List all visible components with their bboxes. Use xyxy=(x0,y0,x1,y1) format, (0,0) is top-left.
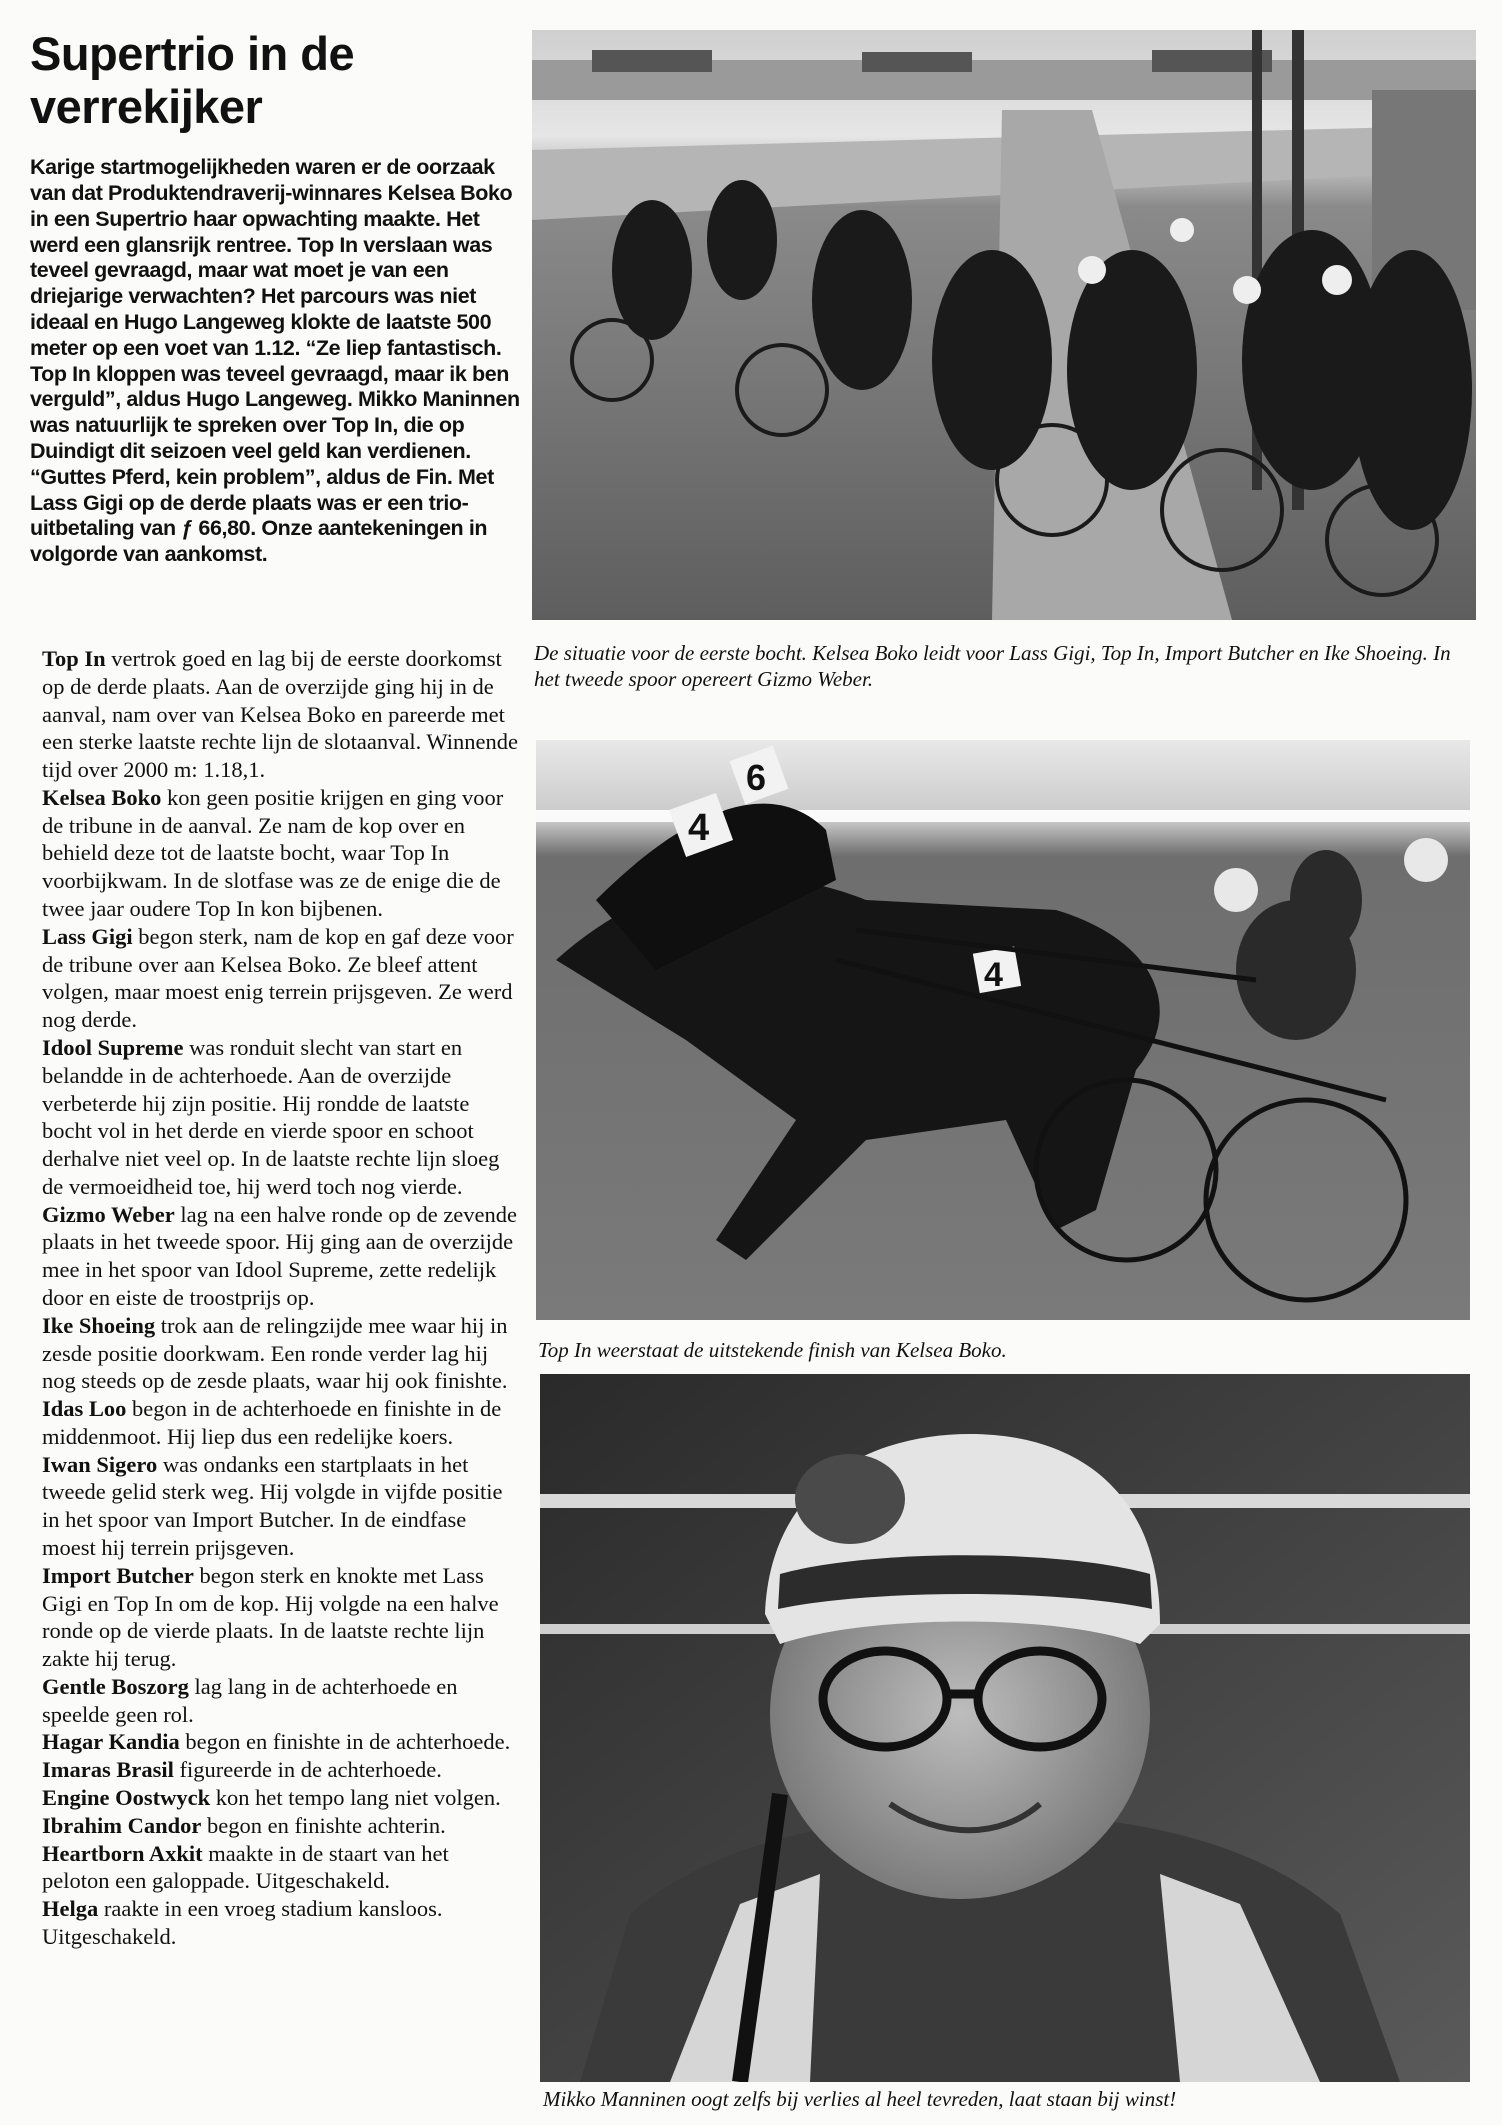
horse-name: Hagar Kandia xyxy=(42,1729,180,1755)
horse-description: kon het tempo lang niet volgen. xyxy=(210,1785,501,1811)
horse-entry xyxy=(42,1756,520,1784)
horse-entry xyxy=(42,1895,520,1951)
horse-description: begon sterk en knokte met Lass Gigi en Top In om de kop. Hij volgde na een halve ronde op de vierde plaats. In de laatste rechte lijn zakte hij terug. xyxy=(42,1562,499,1672)
portrait-photo-image xyxy=(540,1374,1470,2082)
horse-entry xyxy=(42,923,520,1034)
horse-entry xyxy=(42,1728,520,1756)
saddle-number-3: 4 xyxy=(984,956,1003,994)
portrait-photo xyxy=(540,1374,1470,2082)
portrait-photo-caption: Mikko Manninen oogt zelfs bij verlies al heel tevreden, laat staan bij winst! xyxy=(543,2087,1177,2111)
horse-name: Gentle Boszorg xyxy=(42,1673,189,1699)
horse-description: lag lang in de achterhoede en speelde geen rol. xyxy=(42,1673,458,1727)
article-title: Supertrio in de verrekijker xyxy=(30,27,355,133)
horse-name: Idool Supreme xyxy=(42,1034,184,1060)
horse-description: lag na een halve ronde op de zevende plaats in het tweede spoor. Hij ging aan de overzijde mee in het spoor van Idool Supreme, zette redelijk door en eiste de troostprijs op. xyxy=(42,1201,518,1310)
horse-name: Kelsea Boko xyxy=(42,784,162,810)
horse-recap-list xyxy=(42,645,520,1951)
horse-name: Top In xyxy=(42,646,106,671)
horse-entry xyxy=(42,1673,520,1729)
horse-name: Imaras Brasil xyxy=(42,1757,174,1783)
horse-description: was ronduit slecht van start en belandde in de achterhoede. Aan de overzijde verbeterde hij zijn positie. Hij rondde de laatste bocht vol in het derde en vierde spoor en schoot derhalve niet veel op. In de laatste rechte lijn sloeg de vermoeidheid toe, hij werd toch nog vierde. xyxy=(42,1034,500,1199)
horse-name: Ike Shoeing xyxy=(42,1312,156,1338)
horse-entry xyxy=(42,784,520,923)
finish-photo-caption: Top In weerstaat de uitstekende finish van Kelsea Boko. xyxy=(538,1338,1007,1362)
horse-entry xyxy=(42,1451,520,1562)
horse-name: Ibrahim Candor xyxy=(42,1812,202,1838)
horse-entry xyxy=(42,1840,520,1896)
horse-name: Iwan Sigero xyxy=(42,1451,158,1477)
horse-entry xyxy=(42,1312,520,1395)
horse-name: Lass Gigi xyxy=(42,923,133,949)
saddle-number-2: 6 xyxy=(746,757,767,798)
horse-entry xyxy=(42,1812,520,1840)
horse-description: kon geen positie krijgen en ging voor de tribune in de aanval. Ze nam de kop over en behield deze tot de laatste bocht, waar Top In voorbijkwam. In de slotfase was ze de enige die de twee jaar oudere Top In kon bijbenen. xyxy=(42,784,504,922)
horse-description: trok aan de relingzijde mee waar hij in zesde positie doorkwam. Een ronde verder lag hij nog steeds op de zesde plaats, waar hij ook finishte. xyxy=(42,1312,508,1394)
horse-name: Engine Oostwyck xyxy=(42,1785,211,1811)
horse-entry xyxy=(42,645,520,784)
horse-description: begon in de achterhoede en finishte in de middenmoot. Hij liep dus een redelijke koers. xyxy=(42,1396,502,1449)
race-photo-image xyxy=(532,30,1476,620)
race-photo xyxy=(532,30,1476,620)
race-photo-caption: De situatie voor de eerste bocht. Kelsea Boko leidt voor Lass Gigi, Top In, Import Butcher en Ike Shoeing. In het tweede spoor opereert Gizmo Weber. xyxy=(534,641,1451,692)
horse-name: Heartborn Axkit xyxy=(42,1840,203,1866)
horse-description: figureerde in de achterhoede. xyxy=(173,1757,442,1783)
horse-description: maakte in de staart van het peloton een galoppade. Uitgeschakeld. xyxy=(42,1840,449,1894)
horse-entry xyxy=(42,1034,520,1201)
left-column xyxy=(30,28,530,568)
horse-description: begon en finishte achterin. xyxy=(201,1812,446,1838)
finish-photo-image xyxy=(536,740,1470,1320)
finish-photo xyxy=(536,740,1470,1320)
horse-description: raakte in een vroeg stadium kansloos. Uitgeschakeld. xyxy=(42,1896,443,1949)
horse-name: Idas Loo xyxy=(42,1396,127,1422)
horse-description: begon en finishte in de achterhoede. xyxy=(179,1729,511,1755)
saddle-number-1: 4 xyxy=(688,807,710,849)
horse-description: vertrok goed en lag bij de eerste doorkomst op de derde plaats. Aan de overzijde ging hij in de aanval, nam over van Kelsea Boko en pareerde met een sterke laatste rechte lijn de slotaanval. Winnende tijd over 2000 m: 1.18,1. xyxy=(42,646,518,783)
horse-entry xyxy=(42,1395,520,1451)
horse-entry xyxy=(42,1201,520,1312)
horse-name: Helga xyxy=(42,1896,99,1922)
horse-name: Gizmo Weber xyxy=(42,1201,175,1227)
article-intro: Karige startmogelijkheden waren er de oorzaak van dat Produktendraverij-winnares Kelsea Boko in een Supertrio haar opwachting maakte. Het werd een glansrijk rentree. Top In verslaan was teveel gevraagd, maar wat moet je van een driejarige verwachten? Het parcours was niet ideaal en Hugo Langeweg klokte de laatste 500 meter op een voet van 1.12. “Ze liep fantastisch. Top In kloppen was teveel gevraagd, maar ik ben verguld”, aldus Hugo Langeweg. Mikko Maninnen was natuurlijk te spreken over Top In, die op Duindigt dit seizoen veel geld kan verdienen. “Guttes Pferd, kein problem”, aldus de Fin. Met Lass Gigi op de derde plaats was er een trio-uitbetaling van ƒ 66,80. Onze aantekeningen in volgorde van aankomst. xyxy=(30,155,520,567)
horse-description: begon sterk, nam de kop en gaf deze voor de tribune over aan Kelsea Boko. Ze bleef attent volgen, maar moest enig terrein prijsgeven. Ze werd nog derde. xyxy=(42,923,514,1033)
horse-entry xyxy=(42,1784,520,1812)
horse-description: was ondanks een startplaats in het tweede gelid sterk weg. Hij volgde in vijfde positie in het spoor van Import Butcher. In de eindfase moest hij terrein prijsgeven. xyxy=(42,1451,503,1560)
horse-name: Import Butcher xyxy=(42,1562,194,1588)
horse-entry xyxy=(42,1562,520,1673)
